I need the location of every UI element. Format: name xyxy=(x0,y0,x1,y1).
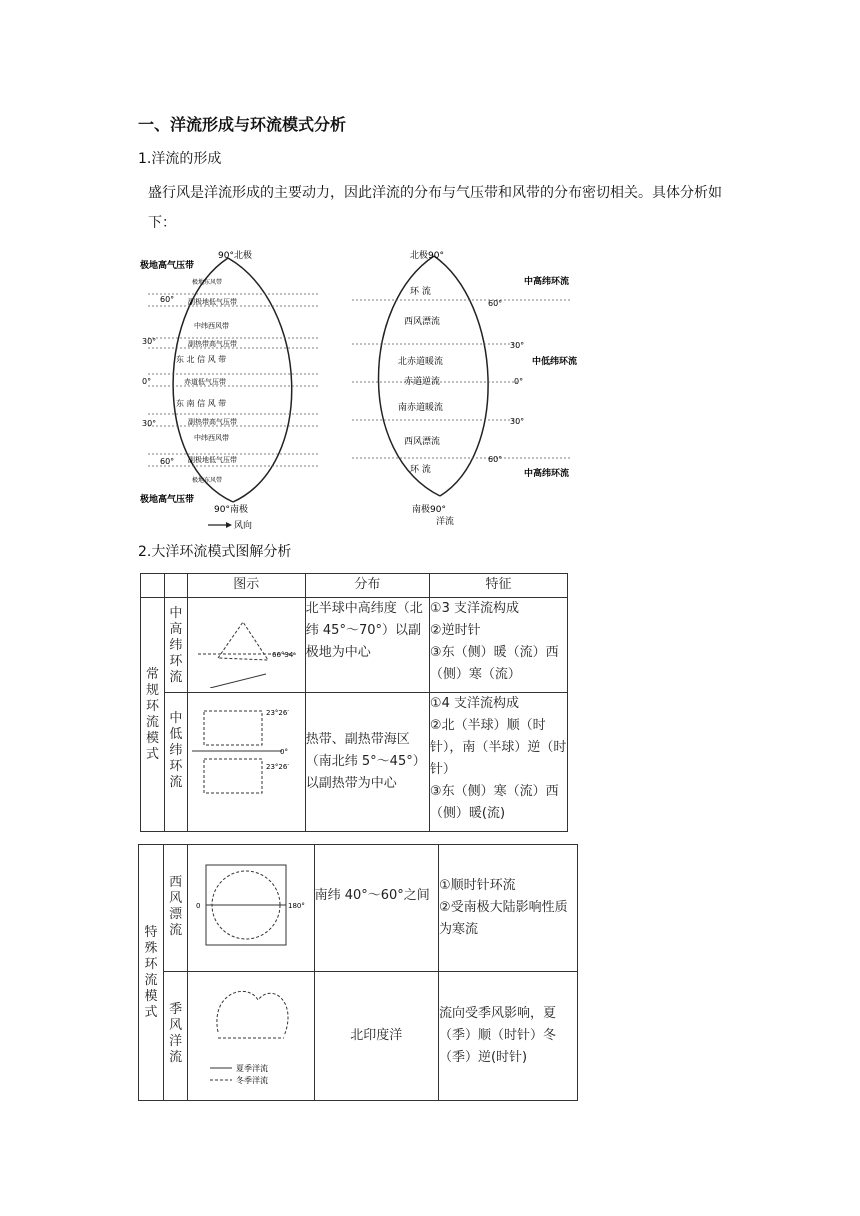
lat-label: 60° xyxy=(488,299,503,308)
pole-high-n-label: 极地高气压带 xyxy=(140,261,195,271)
lat-label: 30° xyxy=(510,417,525,426)
side-label: 中高纬环流 xyxy=(524,469,570,479)
legend-label: 风向 xyxy=(234,521,253,531)
row-features: ①3 支洋流构成 ②逆时针 ③东（侧）暖（流）西（侧）寒（流） xyxy=(429,598,567,693)
row-features: ①4 支洋流构成 ②北（半球）顺（时针），南（半球）逆（时针） ③东（侧）寒（流）西（侧）暖(流) xyxy=(429,693,567,832)
legend-label: 洋流 xyxy=(436,517,455,527)
belt-label: 赤道低气压带 xyxy=(184,378,226,386)
row-figure xyxy=(188,845,314,972)
lat-label: 60° xyxy=(160,295,175,304)
row-distribution: 北半球中高纬度（北纬 45°～70°）以副极地为中心 xyxy=(305,598,429,693)
north-pole-label: 90°北极 xyxy=(218,251,252,261)
south-pole-label: 南极90° xyxy=(412,505,446,515)
svg-text:0: 0 xyxy=(196,902,201,910)
belt-label: 副热带高气压带 xyxy=(188,418,237,426)
svg-text:夏季洋流: 夏季洋流 xyxy=(236,1064,269,1073)
current-figure xyxy=(352,244,582,529)
south-pole-label: 90°南极 xyxy=(214,505,248,515)
row-figure xyxy=(187,693,305,832)
header-feature: 特征 xyxy=(429,574,567,598)
group-label: 特殊环流模式 xyxy=(139,845,164,1101)
belt-label: 极地东风带 xyxy=(192,279,223,286)
subheading-formation: 1.洋流的形成 xyxy=(138,151,222,167)
svg-text:冬季洋流: 冬季洋流 xyxy=(236,1076,269,1085)
special-pattern-table xyxy=(138,844,578,1101)
lat-label: 0° xyxy=(142,377,152,386)
side-label: 中低纬环流 xyxy=(532,357,578,367)
current-label: 环 流 xyxy=(410,465,431,475)
belt-label: 副极地低气压带 xyxy=(188,298,237,306)
lat-label: 0° xyxy=(514,377,524,386)
lat-label: 30° xyxy=(142,337,157,346)
section-heading: 一、洋流形成与环流模式分析 xyxy=(138,115,347,134)
regular-pattern-table xyxy=(140,573,568,832)
belt-label: 东 南 信 风 带 xyxy=(176,399,227,408)
pole-high-s-label: 极地高气压带 xyxy=(140,495,195,505)
current-label: 环 流 xyxy=(410,287,431,297)
lat-label: 30° xyxy=(510,341,525,350)
header-distribution: 分布 xyxy=(305,574,429,598)
belt-label: 中纬西风带 xyxy=(194,322,229,330)
subheading-pattern: 2.大洋环流模式图解分析 xyxy=(138,544,292,560)
group-label: 常规环流模式 xyxy=(141,598,165,832)
svg-text:180°: 180° xyxy=(288,902,305,910)
current-label: 南赤道暖流 xyxy=(398,403,444,413)
row-features: ①顺时针环流 ②受南极大陆影响性质为寒流 xyxy=(438,845,577,972)
current-label: 北赤道暖流 xyxy=(398,357,444,367)
row-figure xyxy=(187,598,305,693)
row-name: 季风洋流 xyxy=(164,972,188,1101)
wind-belt-figure xyxy=(138,244,328,534)
row-features: 流向受季风影响，夏（季）顺（时针）冬（季）逆(时针) xyxy=(438,972,577,1101)
belt-label: 东 北 信 风 带 xyxy=(176,355,227,364)
svg-text:0°: 0° xyxy=(279,748,288,756)
row-distribution: 北印度洋 xyxy=(314,972,438,1101)
belt-label: 副热带高气压带 xyxy=(188,340,237,348)
current-label: 西风漂流 xyxy=(404,437,441,447)
current-label: 西风漂流 xyxy=(404,317,441,327)
row-figure xyxy=(188,972,314,1101)
row-distribution: 热带、副热带海区（南北纬 5°～45°）以副热带为中心 xyxy=(305,693,429,832)
row-name: 西风漂流 xyxy=(164,845,188,972)
row-name: 中低纬环流 xyxy=(164,693,187,832)
belt-label: 中纬西风带 xyxy=(194,434,229,442)
intro-paragraph: 盛行风是洋流形成的主要动力，因此洋流的分布与气压带和风带的分布密切相关。具体分析如下： xyxy=(148,185,722,231)
lat-label: 30° xyxy=(142,419,157,428)
header-figure: 图示 xyxy=(187,574,305,598)
row-distribution: 南纬 40°～60°之间 xyxy=(314,845,438,972)
current-label: 赤道逆流 xyxy=(404,377,441,387)
row-name: 中高纬环流 xyxy=(164,598,187,693)
lat-label: 60° xyxy=(160,457,175,466)
svg-text:23°26′: 23°26′ xyxy=(265,709,289,717)
svg-text:66°34′: 66°34′ xyxy=(271,651,295,659)
north-pole-label: 北极90° xyxy=(410,251,444,261)
side-label: 中高纬环流 xyxy=(524,277,570,287)
belt-label: 副极地低气压带 xyxy=(188,456,237,464)
belt-label: 极地东风带 xyxy=(192,477,223,484)
lat-label: 60° xyxy=(488,455,503,464)
svg-text:23°26′: 23°26′ xyxy=(265,763,289,771)
